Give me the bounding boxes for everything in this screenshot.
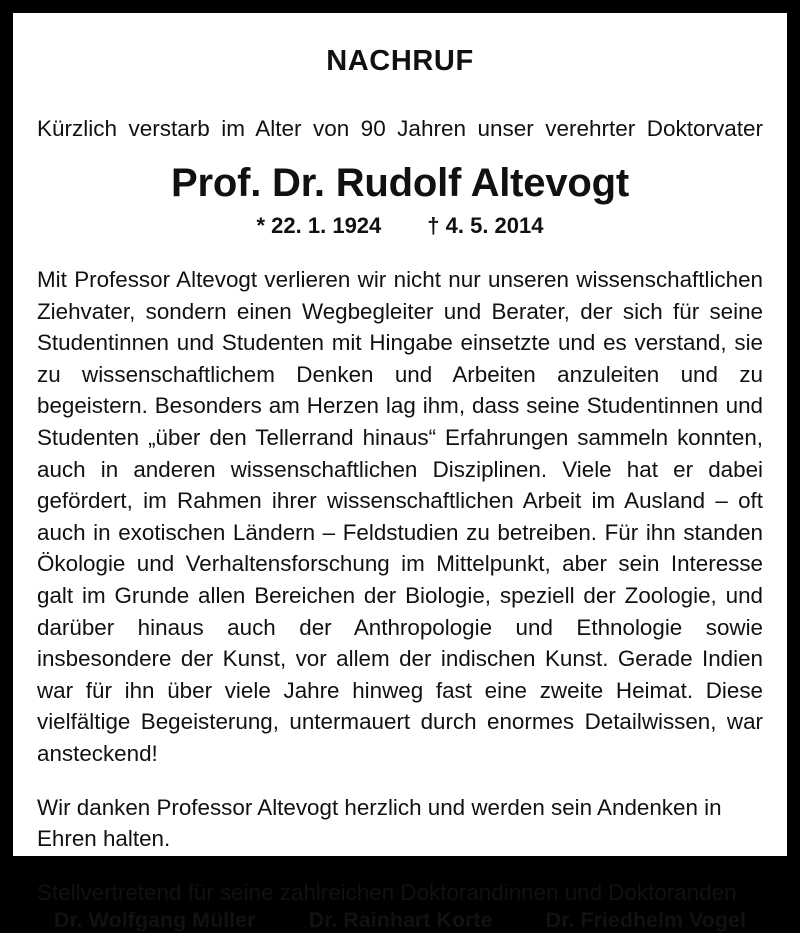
signatory-name: Dr. Friedhelm Vogel xyxy=(545,908,746,933)
signatory-list xyxy=(37,908,763,933)
page-title: NACHRUF xyxy=(326,45,474,77)
life-dates xyxy=(37,214,763,238)
body-copy xyxy=(37,264,763,908)
deceased-name: Prof. Dr. Rudolf Altevogt xyxy=(171,160,629,205)
tribute-paragraph: Mit Professor Altevogt verlieren wir nicht nur unseren wissenschaftlichen Ziehvater, sondern einen Wegbegleiter und Berater, der sich für seine Studentinnen und Studenten mit Hingabe einsetzte und es verstand, sie zu wissenschaftlichem Denken und Arbeiten anzuleiten und zu begeistern. Besonders am Herzen lag ihm, dass seine Studentinnen und Studenten „über den Tellerrand hinaus“ Erfahrungen sammeln konnten, auch in anderen wissenschaftlichen Disziplinen. Viele hat er dabei gefördert, im Rahmen ihrer wissenschaftlichen Arbeit im Ausland – oft auch in exotischen Ländern – Feldstudien zu betreiben. Für ihn standen Ökologie und Verhaltensforschung im Mittelpunkt, aber sein Interesse galt im Grunde allen Bereichen der Biologie, speziell der Zoologie, und darüber hinaus auch der Anthropologie und Ethnologie sowie insbesondere der Kunst, vor allem der indischen Kunst. Gerade Indien war für ihn über viele Jahre hinweg fast eine zweite Heimat. Diese vielfältige Begeisterung, untermauert durch enormes Detailwissen, war ansteckend! xyxy=(37,267,763,766)
thanks-paragraph: Wir danken Professor Altevogt herzlich und werden sein Andenken in Ehren halten. xyxy=(37,794,722,852)
signatory-name: Dr. Rainhart Korte xyxy=(308,908,493,933)
death-date: † 4. 5. 2014 xyxy=(427,212,544,238)
closing-paragraph: Stellvertretend für seine zahlreichen Doktorandinnen und Doktoranden xyxy=(37,879,737,905)
signatory-name: Dr. Wolfgang Müller xyxy=(54,908,256,933)
birth-date: * 22. 1. 1924 xyxy=(256,212,382,238)
obituary-card xyxy=(13,13,787,933)
lead-line: Kürzlich verstarb im Alter von 90 Jahren unser verehrter Doktorvater xyxy=(37,116,763,141)
